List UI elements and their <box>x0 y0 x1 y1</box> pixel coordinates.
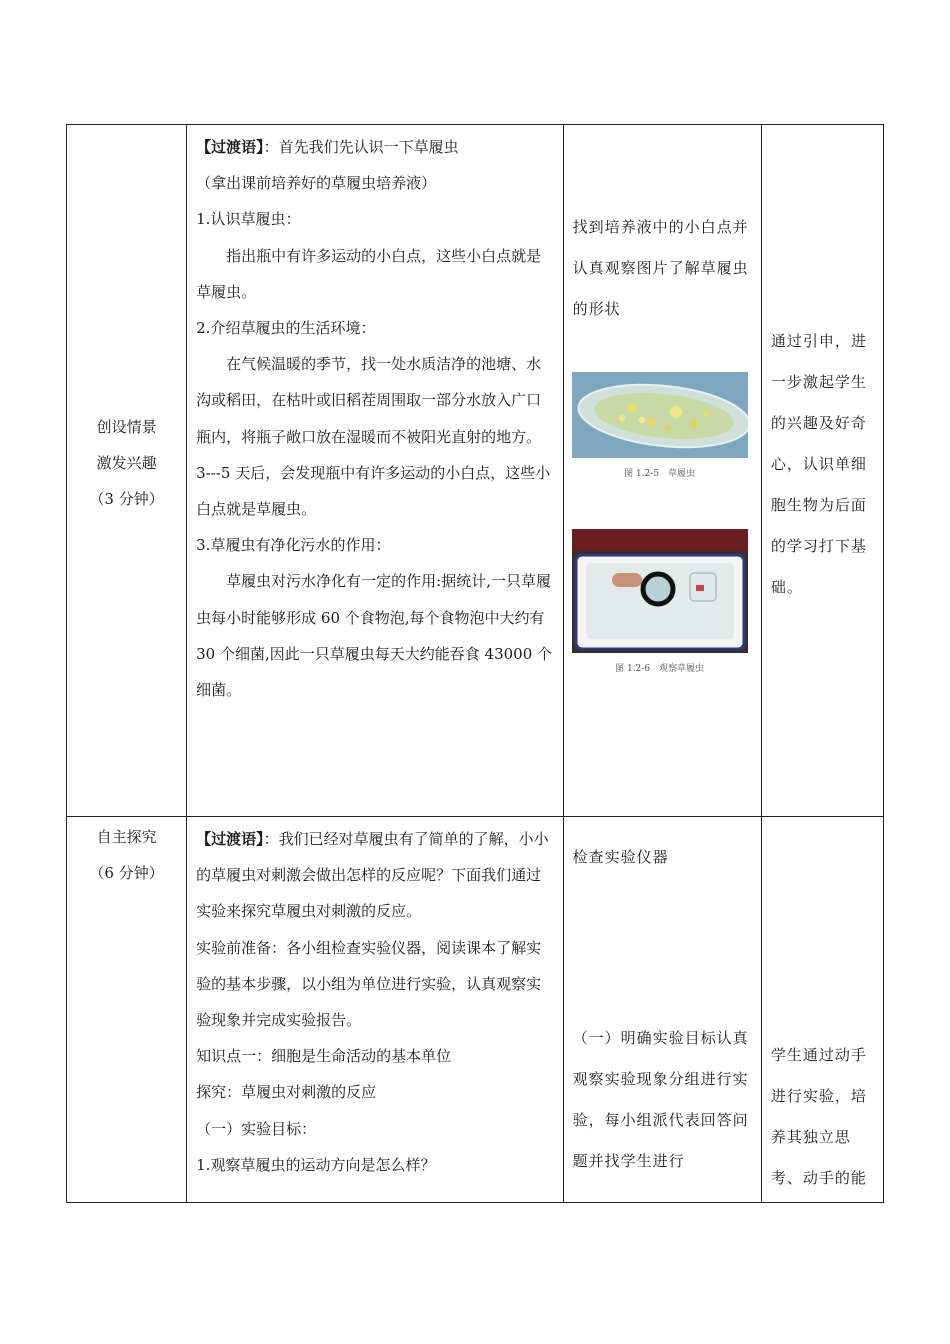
student-activity-text-2: 检查实验仪器 <box>572 848 669 866</box>
transition-label: 【过渡语】 <box>196 830 264 848</box>
teacher-line <box>196 1147 554 1183</box>
stage-name-2: 激发兴趣 <box>96 454 157 472</box>
teacher-line <box>196 238 554 310</box>
student-activity-cell-2 <box>563 817 761 1203</box>
stage-cell <box>67 125 187 817</box>
figure-paramecium <box>572 372 761 479</box>
teacher-line <box>196 1111 554 1147</box>
student-activity-text-3: （一）明确实验目标认真观察实验现象分组进行实验，每小组派代表回答问题并找学生进行 <box>572 1029 749 1170</box>
teacher-line <box>196 930 554 1039</box>
teacher-line <box>196 201 554 237</box>
figure-caption-2: 图 1.2-6 观察草履虫 <box>615 664 705 674</box>
teacher-line-text: ：首先我们先认识一下草履虫 <box>263 138 459 156</box>
transition-label: 【过渡语】 <box>196 138 264 156</box>
student-activity-cell <box>563 125 761 817</box>
stage-name-1: 创设情景 <box>96 418 157 436</box>
design-intent-text-2: 学生通过动手进行实验，培养其独立思考、动手的能 <box>770 1046 867 1187</box>
teacher-line-text: ：我们已经对草履虫有了简单的了解，小小的草履虫对刺激会做出怎样的反应呢？下面我们通过实验来探究草履虫对刺激的反应。 <box>196 830 549 921</box>
teacher-line-text: （一）实验目标： <box>196 1119 317 1138</box>
paramecium-image <box>572 372 748 458</box>
teacher-line <box>196 563 554 708</box>
teacher-lines <box>196 129 554 708</box>
teacher-line <box>196 310 554 346</box>
teacher-line <box>196 165 554 201</box>
observe-image <box>572 529 748 653</box>
design-intent-cell-2 <box>761 817 883 1203</box>
teacher-line <box>196 1074 554 1110</box>
stage-time-2: （6 分钟） <box>89 864 164 882</box>
teacher-lines-2 <box>196 821 554 1183</box>
figure-observe <box>572 529 761 674</box>
row-create-scene <box>67 125 884 817</box>
teacher-activity-cell <box>187 125 563 817</box>
stage-time: （3 分钟） <box>89 490 164 508</box>
teacher-line <box>196 1038 554 1074</box>
teacher-line-text: 2.介绍草履虫的生活环境： <box>196 319 376 338</box>
teacher-line <box>196 527 554 563</box>
teacher-line <box>196 821 554 930</box>
teacher-line-text: 知识点一：细胞是生命活动的基本单位 <box>196 1047 452 1066</box>
teacher-line-text: 探究：草履虫对刺激的反应 <box>196 1083 377 1102</box>
teacher-line-text: 草履虫对污水净化有一定的作用:据统计,一只草履虫每小时能够形成 60 个食物泡,每个食物泡中大约有 30 个细菌,因此一只草履虫每天大约能吞食 43000 个细菌。 <box>196 572 553 700</box>
teacher-line-text: 3.草履虫有净化污水的作用： <box>196 536 391 555</box>
stage-cell-2 <box>67 817 187 1203</box>
figure-caption-1: 图 1.2-5 草履虫 <box>624 469 696 479</box>
row-self-explore <box>67 817 884 1203</box>
teacher-line-text: 在气候温暖的季节，找一处水质洁净的池塘、水沟或稻田，在枯叶或旧稻茬周围取一部分水放入广口瓶内，将瓶子敞口放在湿暖而不被阳光直射的地方。3---5 天后，会发现瓶中有许多运动的小白点，这些小白点就是草履虫。 <box>196 355 551 519</box>
lesson-plan-table <box>66 124 884 1203</box>
teacher-line-text: 实验前准备：各小组检查实验仪器，阅读课本了解实验的基本步骤，以小组为单位进行实验，认真观察实验现象并完成实验报告。 <box>196 938 542 1030</box>
design-intent-cell <box>761 125 883 817</box>
teacher-line-text: 指出瓶中有许多运动的小白点，这些小白点就是草履虫。 <box>196 246 542 301</box>
teacher-line-text: 1.观察草履虫的运动方向是怎么样？ <box>196 1155 436 1174</box>
teacher-line-text: （拿出课前培养好的草履虫培养液） <box>196 174 437 193</box>
teacher-line <box>196 129 554 165</box>
teacher-activity-cell-2 <box>187 817 563 1203</box>
design-intent-text: 通过引申，进一步激起学生的兴趣及好奇心，认识单细胞生物为后面的学习打下基础。 <box>770 332 867 596</box>
student-activity-text: 找到培养液中的小白点并认真观察图片了解草履虫的形状 <box>572 218 749 318</box>
stage-name-3: 自主探究 <box>96 828 157 846</box>
teacher-line <box>196 346 554 527</box>
teacher-line-text: 1.认识草履虫： <box>196 210 301 229</box>
